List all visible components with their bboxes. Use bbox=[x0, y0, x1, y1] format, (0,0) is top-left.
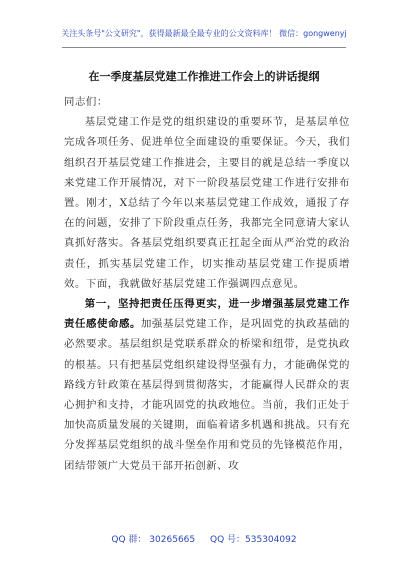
document-body bbox=[64, 92, 350, 476]
document-title: 在一季度基层党建工作推进工作会上的讲话提纲 bbox=[88, 70, 320, 83]
section-one-heading: 第一，坚持把责任压得更实，进一步增强基层党建工作责任感使命感。 bbox=[64, 298, 350, 331]
footer-qq-number: QQ 号：535304092 bbox=[210, 535, 297, 545]
salutation: 同志们： bbox=[64, 96, 108, 108]
footer-qq-group: QQ 群： 30265665 bbox=[111, 535, 196, 545]
header-banner: 关注头条号"公文研究"，获得最新最全最专业的公文资料库！ 微信：gongwenyj bbox=[61, 29, 347, 38]
header-divider bbox=[62, 47, 346, 48]
section-one-text: 加强基层党建工作，是巩固党的执政基础的必然要求。基层组织是党联系群众的桥梁和纽带，是党执政的根基。只有把基层党组织建设得坚强有力，才能确保党的路线方针政策在基层得到贯彻落实，才能赢得人民群众的衷心拥护和支持，才能巩固党的执政地位。当前，我们正处于加快高质量发展的关键期，面临着诸多机遇和挑战。只有充分发挥基层党组织的战斗堡垒作用和党员的先锋模范作用，团结带领广大党员干部开拓创新、攻 bbox=[64, 318, 350, 472]
section-one-paragraph bbox=[64, 294, 350, 476]
footer-contact bbox=[0, 532, 408, 545]
opening-paragraph: 基层党建工作是党的组织建设的重要环节，是基层单位完成各项任务、促进单位全面建设的重要保证。今天，我们组织召开基层党建工作推进会，主要目的就是总结一季度以来党建工作开展情况，对下一阶段基层党建工作进行安排布置。刚才，X总结了今年以来基层党建工作成效，通报了存在的问题，安排了下阶段重点任务，我都完全同意请大家认真抓好落实。各基层党组织要真正扛起全面从严治党的政治责任，抓实基层党建工作，切实推动基层党建工作提质增效。下面，我就做好基层党建工作强调四点意见。 bbox=[64, 116, 350, 290]
